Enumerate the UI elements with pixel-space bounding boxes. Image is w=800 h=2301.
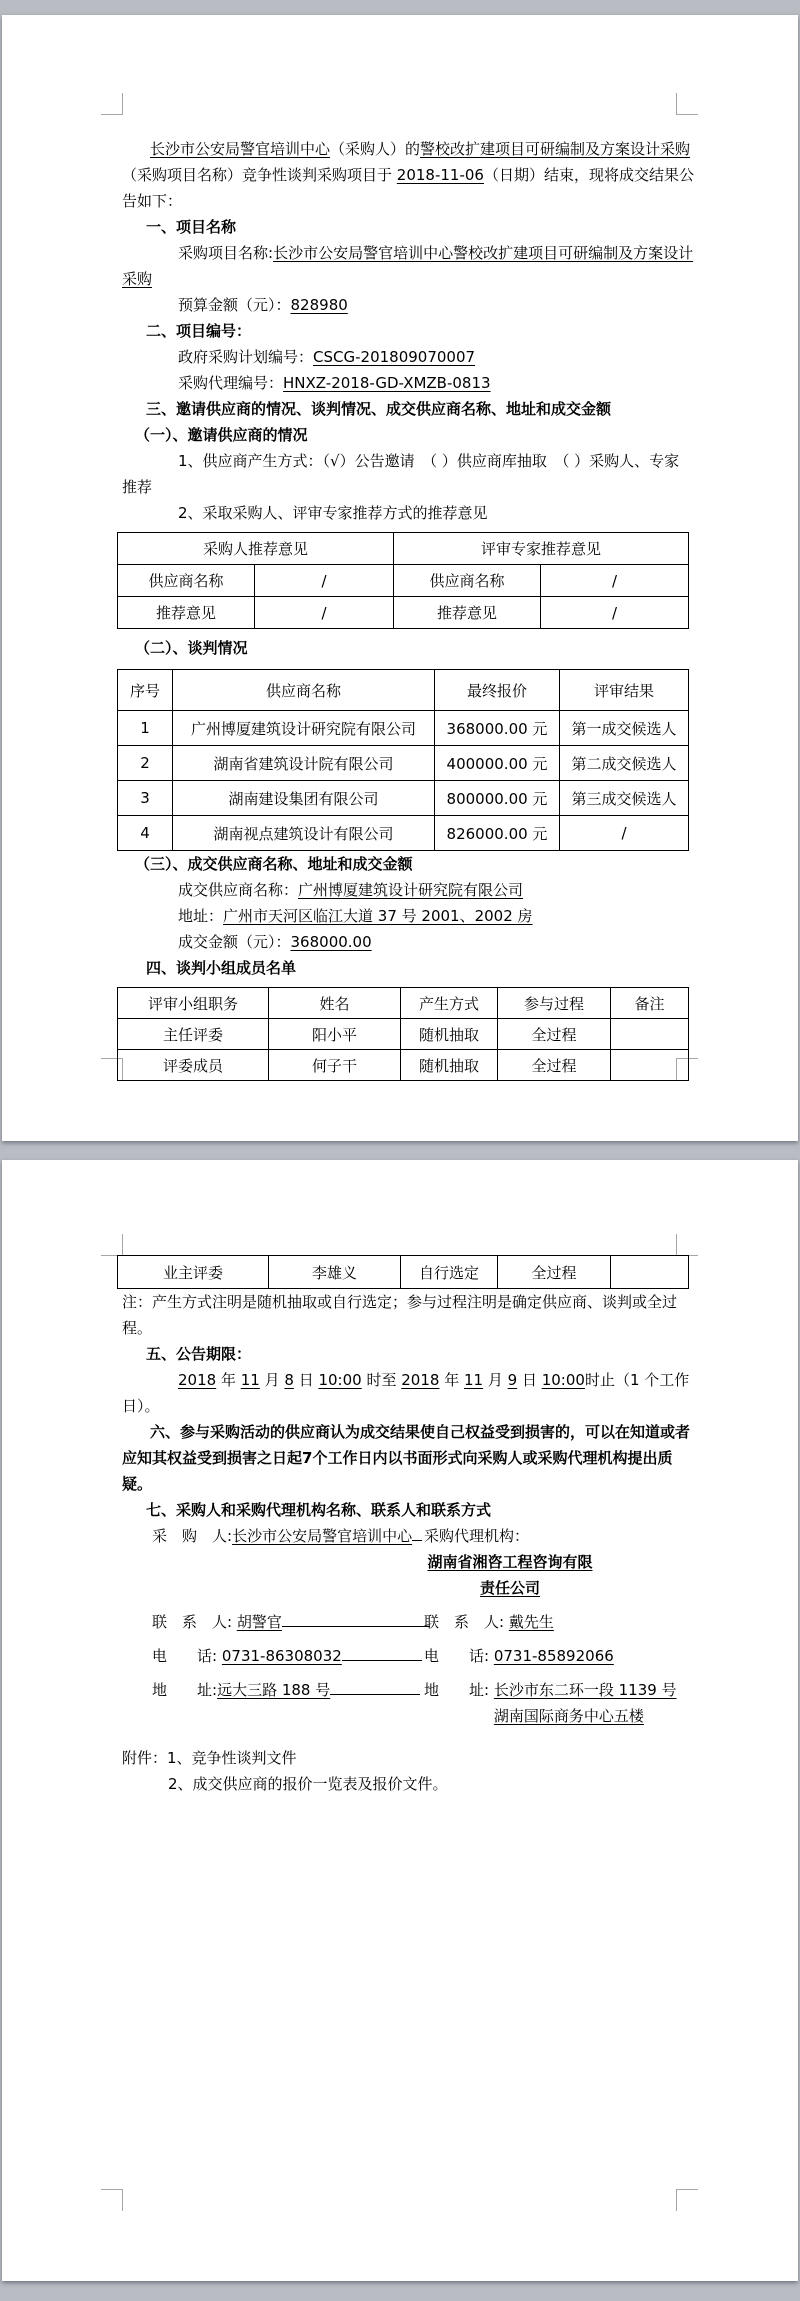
header-cell: 采购人推荐意见 xyxy=(118,533,394,565)
period-text: 日 xyxy=(293,1371,319,1389)
buyer-contact-value: 胡警官 xyxy=(236,1613,282,1631)
negotiation-table xyxy=(117,669,689,851)
header-cell: 评审专家推荐意见 xyxy=(394,533,689,565)
winner-address-value: 广州市天河区临江大道 37 号 2001、2002 房 xyxy=(223,907,533,925)
section-2-heading: 二、项目编号： xyxy=(146,322,252,340)
recommend-intro-line: 2、采取采购人、评审专家推荐方式的推荐意见 xyxy=(178,504,488,522)
margin-crop-mark xyxy=(676,93,698,115)
deal-amount-label: 成交金额（元）： xyxy=(178,933,291,951)
panel-member-table xyxy=(117,987,689,1081)
table-row xyxy=(118,781,689,816)
header-cell: 姓名 xyxy=(269,988,401,1019)
table-cell xyxy=(611,1256,689,1289)
table-cell: 李雄义 xyxy=(269,1256,401,1289)
table-cell: 广州博厦建筑设计研究院有限公司 xyxy=(173,711,435,746)
section-1-heading: 一、项目名称 xyxy=(146,218,237,236)
agency-number-line xyxy=(122,370,694,396)
contact-row-addresses xyxy=(122,1677,694,1729)
intro-text: （日期）结束，现将成交结果公告如下： xyxy=(122,166,694,210)
agency-phone-line xyxy=(424,1643,694,1669)
table-header-row xyxy=(118,988,689,1019)
winner-value: 广州博厦建筑设计研究院有限公司 xyxy=(298,881,524,899)
period-month-end: 11 xyxy=(463,1371,484,1389)
margin-crop-mark xyxy=(676,2189,698,2211)
table-cell: 何子干 xyxy=(269,1050,401,1081)
period-text: 日 xyxy=(517,1371,542,1389)
table-cell: 阳小平 xyxy=(269,1019,401,1050)
buyer-phone-line xyxy=(122,1643,424,1669)
buyer-label: 采 购 人: xyxy=(152,1527,233,1545)
table-row xyxy=(118,1050,689,1081)
table-row xyxy=(118,816,689,851)
period-text: 年 xyxy=(216,1371,241,1389)
table-cell: / xyxy=(541,565,689,597)
section-5-heading: 五、公告期限： xyxy=(146,1345,252,1363)
deal-amount-line xyxy=(122,929,694,955)
table-cell: 湖南视点建筑设计有限公司 xyxy=(173,816,435,851)
table-cell: 全过程 xyxy=(498,1050,611,1081)
table-cell: 400000.00 元 xyxy=(435,746,560,781)
close-date: 2018-11-06 xyxy=(396,166,484,184)
table-cell: 368000.00 元 xyxy=(435,711,560,746)
header-cell: 序号 xyxy=(118,670,173,711)
table-header-row xyxy=(118,670,689,711)
supplier-method-line: 1、供应商产生方式：（√）公告邀请 （ ）供应商库抽取 （ ）采购人、专家推荐 xyxy=(122,452,680,496)
table-cell: 800000.00 元 xyxy=(435,781,560,816)
agency-contact-line xyxy=(424,1609,694,1635)
table-cell: 湖南省建筑设计院有限公司 xyxy=(173,746,435,781)
blank-underline xyxy=(282,1611,430,1627)
budget-line xyxy=(122,292,694,318)
agency-label: 采购代理机构： xyxy=(424,1527,530,1545)
period-time-start: 10:00 xyxy=(318,1371,362,1389)
section-4-heading: 四、谈判小组成员名单 xyxy=(146,959,297,977)
table-cell: / xyxy=(560,816,689,851)
blank-underline xyxy=(412,1525,422,1541)
intro-paragraph xyxy=(122,136,694,214)
table-header-row xyxy=(118,533,689,565)
section-3-3-heading: （三）、成交供应商名称、地址和成交金额 xyxy=(135,855,413,873)
buyer-contact-label: 联 系 人: xyxy=(152,1613,233,1631)
project-name-label: 采购项目名称: xyxy=(178,244,274,262)
table-row xyxy=(118,711,689,746)
budget-label: 预算金额（元）： xyxy=(178,296,291,314)
page-1-content xyxy=(122,114,694,1081)
table-cell: 全过程 xyxy=(498,1019,611,1050)
panel-member-table-continuation xyxy=(117,1255,689,1289)
plan-number-line xyxy=(122,344,694,370)
margin-crop-mark xyxy=(101,1234,123,1256)
plan-number-label: 政府采购计划编号： xyxy=(178,348,314,366)
agency-number-label: 采购代理编号： xyxy=(178,374,284,392)
table-row xyxy=(118,597,689,629)
buyer-name-line xyxy=(122,1523,424,1601)
winner-line xyxy=(122,877,694,903)
header-cell: 参与过程 xyxy=(498,988,611,1019)
table-cell: 随机抽取 xyxy=(401,1050,498,1081)
project-name-line xyxy=(122,240,694,292)
buyer-name: 长沙市公安局警官培训中心 xyxy=(150,140,331,158)
table-cell: 第二成交候选人 xyxy=(560,746,689,781)
table-cell: 随机抽取 xyxy=(401,1019,498,1050)
header-cell: 产生方式 xyxy=(401,988,498,1019)
section-3-heading: 三、邀请供应商的情况、谈判情况、成交供应商名称、地址和成交金额 xyxy=(146,400,612,418)
buyer-name-value: 长沙市公安局警官培训中心 xyxy=(232,1527,413,1545)
intro-text: （采购项目名称）竞争性谈判采购项目于 xyxy=(122,166,397,184)
table-row xyxy=(118,565,689,597)
table-cell: / xyxy=(255,565,394,597)
table-cell: 评委成员 xyxy=(118,1050,269,1081)
buyer-phone-label: 电 话: xyxy=(152,1647,218,1665)
table-cell xyxy=(611,1050,689,1081)
blank-underline xyxy=(330,1679,420,1695)
attachment-line-2: 2、成交供应商的报价一览表及报价文件。 xyxy=(168,1775,448,1793)
agency-contact-label: 联 系 人: xyxy=(424,1613,505,1631)
buyer-address-value: 远大三路 188 号 xyxy=(217,1681,331,1699)
table-cell: 供应商名称 xyxy=(394,565,541,597)
section-7-heading: 七、采购人和采购代理机构名称、联系人和联系方式 xyxy=(146,1501,492,1519)
section-3-1-heading: （一）、邀请供应商的情况 xyxy=(135,426,308,444)
table-cell: 全过程 xyxy=(498,1256,611,1289)
table-cell: 供应商名称 xyxy=(118,565,255,597)
period-text: 月 xyxy=(483,1371,508,1389)
period-time-end: 10:00 xyxy=(541,1371,585,1389)
winner-address-line xyxy=(122,903,694,929)
table-cell: 湖南建设集团有限公司 xyxy=(173,781,435,816)
table-cell: 自行选定 xyxy=(401,1256,498,1289)
agency-phone-value: 0731-85892066 xyxy=(493,1647,614,1665)
margin-crop-mark xyxy=(101,2189,123,2211)
agency-contact-value: 戴先生 xyxy=(508,1613,554,1631)
project-name-value: 长沙市公安局警官培训中心警校改扩建项目可研编制及方案设计采购 xyxy=(122,244,694,288)
table-cell: 2 xyxy=(118,746,173,781)
buyer-phone-value: 0731-86308032 xyxy=(221,1647,342,1665)
table-cell: 3 xyxy=(118,781,173,816)
period-text: 年 xyxy=(439,1371,464,1389)
deal-amount-value: 368000.00 xyxy=(290,933,372,951)
contact-row-phones xyxy=(122,1643,694,1669)
agency-address-value: 长沙市东二环一段 1139 号湖南国际商务中心五楼 xyxy=(493,1681,677,1725)
table-cell: 第一成交候选人 xyxy=(560,711,689,746)
blank-underline xyxy=(342,1645,422,1661)
contact-row-persons xyxy=(122,1609,694,1635)
period-day-end: 9 xyxy=(507,1371,518,1389)
period-year-start: 2018 xyxy=(178,1371,217,1389)
table-row xyxy=(118,746,689,781)
header-cell: 评审结果 xyxy=(560,670,689,711)
table-row xyxy=(118,1256,689,1289)
announcement-period-line xyxy=(122,1367,694,1419)
table-cell: 推荐意见 xyxy=(394,597,541,629)
agency-address-label: 地 址: xyxy=(424,1681,490,1699)
header-cell: 评审小组职务 xyxy=(118,988,269,1019)
winner-address-label: 地址： xyxy=(178,907,224,925)
table-cell: 4 xyxy=(118,816,173,851)
table-cell: / xyxy=(255,597,394,629)
table-cell xyxy=(611,1019,689,1050)
project-name: 警校改扩建项目可研编制及方案设计采购 xyxy=(420,140,691,158)
period-month-start: 11 xyxy=(240,1371,260,1389)
buyer-address-label: 地 址: xyxy=(152,1681,218,1699)
header-cell: 供应商名称 xyxy=(173,670,435,711)
contact-row-names xyxy=(122,1523,694,1601)
table-cell: / xyxy=(541,597,689,629)
intro-text: （采购人）的 xyxy=(330,140,421,158)
plan-number-value: CSCG-201809070007 xyxy=(313,348,476,366)
buyer-contact-line xyxy=(122,1609,424,1635)
recommendation-table xyxy=(117,532,689,629)
page-2-content xyxy=(122,1255,694,1797)
table-cell: 826000.00 元 xyxy=(435,816,560,851)
section-3-2-heading: （二）、谈判情况 xyxy=(135,639,248,657)
document-page-2[interactable] xyxy=(2,1160,798,2281)
table-cell: 主任评委 xyxy=(118,1019,269,1050)
period-day-start: 8 xyxy=(284,1371,294,1389)
header-cell: 最终报价 xyxy=(435,670,560,711)
document-page-1[interactable] xyxy=(2,15,798,1141)
winner-label: 成交供应商名称： xyxy=(178,881,299,899)
agency-name-line xyxy=(424,1523,694,1601)
period-text: 时止（1 个工作日）。 xyxy=(122,1371,690,1415)
budget-value: 828980 xyxy=(290,296,348,314)
table-cell: 业主评委 xyxy=(118,1256,269,1289)
period-text: 时至 xyxy=(361,1371,402,1389)
agency-address-line xyxy=(424,1677,694,1729)
buyer-address-line xyxy=(122,1677,424,1729)
table-note: 注：产生方式注明是随机抽取或自行选定；参与过程注明是确定供应商、谈判或全过程。 xyxy=(122,1293,678,1337)
period-text: 月 xyxy=(259,1371,285,1389)
section-6-paragraph: 六、参与采购活动的供应商认为成交结果使自己权益受到损害的，可以在知道或者应知其权益受到损害之日起7个工作日内以书面形式向采购人或采购代理机构提出质疑。 xyxy=(122,1423,691,1493)
header-cell: 备注 xyxy=(611,988,689,1019)
margin-crop-mark xyxy=(676,1234,698,1256)
period-year-end: 2018 xyxy=(401,1371,440,1389)
margin-crop-mark xyxy=(101,93,123,115)
table-cell: 第三成交候选人 xyxy=(560,781,689,816)
table-cell: 推荐意见 xyxy=(118,597,255,629)
agency-phone-label: 电 话: xyxy=(424,1647,490,1665)
agency-name-value: 湖南省湘咨工程咨询有限责任公司 xyxy=(427,1553,593,1597)
table-cell: 1 xyxy=(118,711,173,746)
agency-number-value: HNXZ-2018-GD-XMZB-0813 xyxy=(283,374,491,392)
table-row xyxy=(118,1019,689,1050)
attachment-line-1: 附件：1、竞争性谈判文件 xyxy=(122,1749,297,1767)
